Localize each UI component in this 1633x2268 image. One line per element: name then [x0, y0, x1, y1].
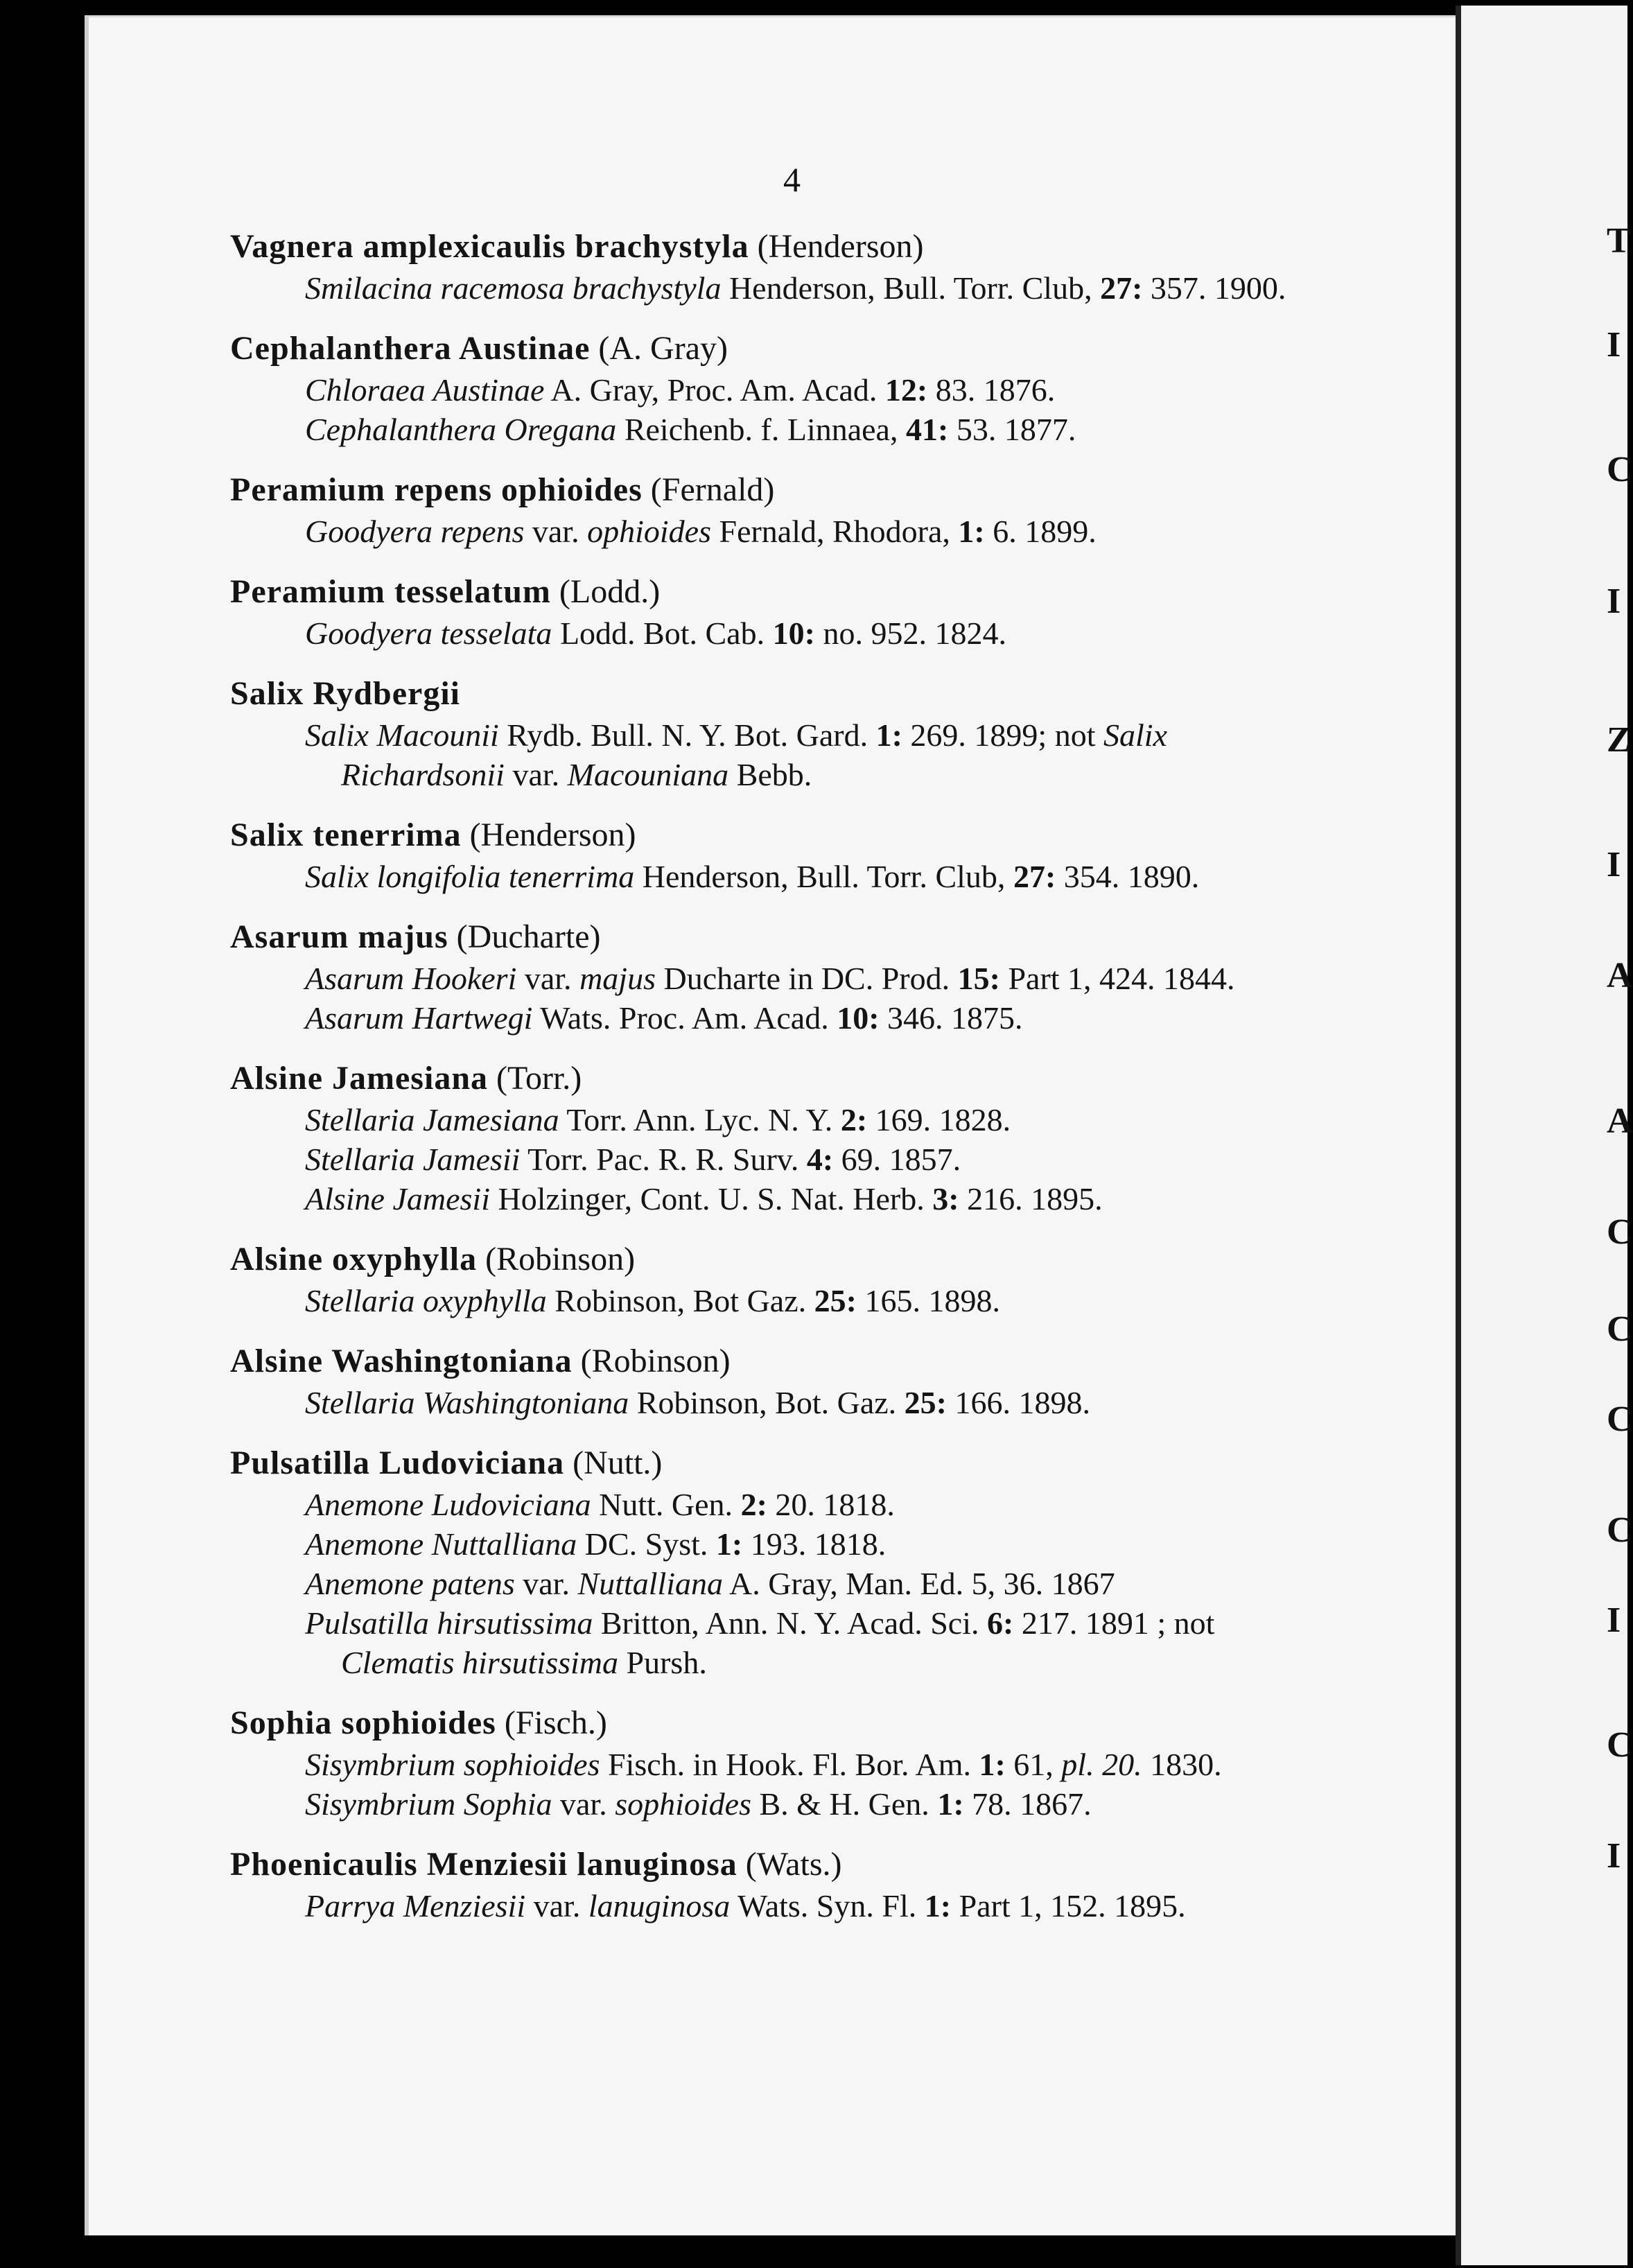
italic-name: Salix longifolia tenerrima — [305, 859, 635, 894]
synonym-citation — [230, 1886, 1318, 1926]
species-entry — [230, 1238, 1318, 1320]
facing-page-letter: A — [1607, 956, 1633, 995]
citation-text: Fisch. in Hook. Fl. Bor. Am. — [600, 1747, 979, 1782]
volume-number: 1: — [715, 1526, 743, 1562]
italic-name: Stellaria Washingtoniana — [305, 1385, 629, 1420]
italic-name: Goodyera repens — [305, 514, 525, 549]
authority: (Fisch.) — [504, 1704, 607, 1741]
citation-text: 61, — [1005, 1747, 1062, 1782]
italic-name: Salix Macounii — [305, 717, 499, 753]
accepted-name: Asarum majus — [230, 918, 448, 955]
entry-heading — [230, 916, 1318, 959]
citation-text: 357. 1900. — [1142, 270, 1286, 306]
italic-name: Sisymbrium Sophia — [305, 1786, 552, 1822]
species-entry — [230, 1442, 1318, 1682]
italic-name: Parrya Menziesii — [305, 1888, 526, 1924]
citation-text: var. — [514, 1566, 578, 1601]
facing-page-letter: A — [1607, 1101, 1633, 1141]
synonym-citation — [230, 1100, 1318, 1140]
italic-name: Goodyera tesselata — [305, 616, 552, 651]
italic-name: lanuginosa — [588, 1888, 731, 1924]
volume-number: 25: — [904, 1385, 947, 1420]
authority: (Nutt.) — [573, 1445, 663, 1481]
volume-number: 1: — [979, 1747, 1006, 1782]
facing-page-letter: I — [1607, 845, 1621, 884]
entry-heading — [230, 1702, 1318, 1745]
italic-name: Pulsatilla hirsutissima — [305, 1605, 593, 1641]
authority: (Robinson) — [580, 1343, 731, 1379]
entry-heading — [230, 814, 1318, 857]
authority: (Wats.) — [745, 1846, 842, 1883]
synonym-citation — [230, 715, 1318, 794]
citation-text: 269. 1899; not — [902, 717, 1103, 753]
entry-heading — [230, 1843, 1318, 1886]
citation-text: Part 1, 152. 1895. — [951, 1888, 1186, 1924]
italic-name: Sisymbrium sophioides — [305, 1747, 600, 1782]
citation-text: 1830. — [1142, 1747, 1222, 1782]
citation-text: var. — [516, 961, 580, 996]
authority: (Ducharte) — [456, 918, 601, 955]
citation-text: Holzinger, Cont. U. S. Nat. Herb. — [490, 1181, 933, 1216]
facing-page-letter: C — [1607, 1510, 1633, 1550]
accepted-name: Phoenicaulis Menziesii lanuginosa — [230, 1846, 737, 1883]
synonym-citation — [230, 268, 1318, 308]
citation-text: 169. 1828. — [867, 1102, 1011, 1137]
volume-number: 1: — [937, 1786, 964, 1822]
authority: (Henderson) — [757, 228, 924, 265]
species-list — [230, 225, 1318, 1945]
citation-text: 53. 1877. — [948, 412, 1076, 447]
citation-text: Wats. Proc. Am. Acad. — [532, 1000, 837, 1036]
species-entry — [230, 570, 1318, 653]
citation-text: Henderson, Bull. Torr. Club, — [634, 859, 1013, 894]
synonym-citation — [230, 1179, 1318, 1219]
volume-number: 25: — [814, 1283, 857, 1318]
volume-number: 1: — [958, 514, 985, 549]
facing-page-letter: C — [1607, 1725, 1633, 1765]
entry-heading — [230, 672, 1318, 715]
accepted-name: Alsine Jamesiana — [230, 1060, 489, 1097]
facing-page-letter: C — [1607, 1399, 1633, 1439]
facing-page-letter: T — [1607, 221, 1631, 261]
citation-text: A. Gray, Man. Ed. 5, 36. 1867 — [723, 1566, 1115, 1601]
authority: (Fernald) — [650, 471, 775, 508]
species-entry — [230, 327, 1318, 449]
italic-name: Nuttalliana — [577, 1566, 724, 1601]
authority: (Robinson) — [485, 1241, 636, 1277]
citation-text: 165. 1898. — [856, 1283, 1000, 1318]
volume-number: 1: — [875, 717, 902, 753]
entry-heading — [230, 570, 1318, 613]
citation-text: Ducharte in DC. Prod. — [655, 961, 958, 996]
italic-name: Stellaria Jamesiana — [305, 1102, 559, 1137]
italic-name: sophioides — [615, 1786, 751, 1822]
citation-text: Reichenb. f. Linnaea, — [616, 412, 906, 447]
citation-text: A. Gray, Proc. Am. Acad. — [544, 372, 885, 408]
entry-heading — [230, 327, 1318, 370]
species-entry — [230, 469, 1318, 551]
volume-number: 12: — [884, 372, 928, 408]
citation-text: var. — [504, 757, 568, 792]
citation-text: 166. 1898. — [947, 1385, 1090, 1420]
italic-name: Anemone patens — [305, 1566, 515, 1601]
citation-text: 193. 1818. — [742, 1526, 887, 1562]
synonym-citation — [230, 959, 1318, 998]
volume-number: 10: — [772, 616, 815, 651]
citation-text: var. — [525, 1888, 588, 1924]
citation-text: Pursh. — [618, 1645, 707, 1680]
volume-number: 6: — [986, 1605, 1014, 1641]
facing-page-letter: C — [1607, 450, 1633, 489]
citation-text: 83. 1876. — [927, 372, 1056, 408]
citation-text: var. — [524, 514, 588, 549]
citation-text: 216. 1895. — [959, 1181, 1103, 1216]
citation-text: Nutt. Gen. — [591, 1487, 741, 1522]
synonym-citation — [230, 857, 1318, 896]
accepted-name: Peramium tesselatum — [230, 573, 551, 610]
citation-text: var. — [552, 1786, 615, 1822]
citation-text: Lodd. Bot. Cab. — [552, 616, 773, 651]
citation-text: DC. Syst. — [577, 1526, 716, 1562]
italic-name: Alsine Jamesii — [305, 1181, 490, 1216]
species-entry — [230, 1843, 1318, 1926]
accepted-name: Salix Rydbergii — [230, 675, 461, 712]
volume-number: 3: — [932, 1181, 959, 1216]
synonym-citation — [230, 512, 1318, 551]
citation-text: Part 1, 424. 1844. — [999, 961, 1235, 996]
citation-text: 20. 1818. — [767, 1487, 895, 1522]
accepted-name: Vagnera amplexicaulis brachystyla — [230, 228, 749, 265]
italic-name: Stellaria oxyphylla — [305, 1283, 547, 1318]
synonym-citation — [230, 1383, 1318, 1422]
volume-number: 27: — [1013, 859, 1056, 894]
volume-number: 4: — [806, 1142, 834, 1177]
facing-page-letter: I — [1607, 325, 1621, 365]
italic-name: majus — [579, 961, 656, 996]
synonym-citation — [230, 1140, 1318, 1179]
citation-text: Rydb. Bull. N. Y. Bot. Gard. — [498, 717, 876, 753]
synonym-citation — [230, 410, 1318, 449]
citation-text: Robinson, Bot. Gaz. — [629, 1385, 905, 1420]
citation-text: 346. 1875. — [879, 1000, 1023, 1036]
italic-name: Cephalanthera Oregana — [305, 412, 617, 447]
species-entry — [230, 1340, 1318, 1422]
facing-page-letter: C — [1607, 1212, 1633, 1252]
entry-heading — [230, 1057, 1318, 1100]
facing-page-letter: C — [1607, 1309, 1633, 1349]
citation-text: Bebb. — [728, 757, 812, 792]
entry-heading — [230, 1340, 1318, 1383]
citation-text: no. 952. 1824. — [814, 616, 1006, 651]
accepted-name: Salix tenerrima — [230, 817, 462, 853]
species-entry — [230, 916, 1318, 1038]
authority: (Lodd.) — [559, 573, 661, 610]
citation-text: Fernald, Rhodora, — [710, 514, 959, 549]
citation-text: Torr. Ann. Lyc. N. Y. — [559, 1102, 841, 1137]
citation-text: Wats. Syn. Fl. — [730, 1888, 925, 1924]
species-entry — [230, 225, 1318, 308]
accepted-name: Pulsatilla Ludoviciana — [230, 1445, 565, 1481]
synonym-citation — [230, 1524, 1318, 1564]
synonym-citation — [230, 1564, 1318, 1603]
volume-number: 2: — [740, 1487, 767, 1522]
entry-heading — [230, 225, 1318, 268]
italic-name: Asarum Hartwegi — [305, 1000, 533, 1036]
facing-page-letter: I — [1607, 582, 1621, 621]
italic-name: Smilacina racemosa brachystyla — [305, 270, 722, 306]
volume-number: 10: — [837, 1000, 880, 1036]
italic-name: Salix Richardsonii — [341, 717, 1167, 792]
italic-name: Clematis hirsutissima — [341, 1645, 619, 1680]
authority: (A. Gray) — [598, 330, 728, 367]
citation-text: 6. 1899. — [984, 514, 1097, 549]
citation-text: Torr. Pac. R. R. Surv. — [520, 1142, 807, 1177]
species-entry — [230, 1057, 1318, 1219]
italic-name: ophioides — [587, 514, 711, 549]
synonym-citation — [230, 370, 1318, 410]
citation-text: Henderson, Bull. Torr. Club, — [721, 270, 1101, 306]
italic-name: Macouniana — [567, 757, 729, 792]
italic-name: pl. 20. — [1061, 1747, 1142, 1782]
volume-number: 41: — [905, 412, 949, 447]
species-entry — [230, 1702, 1318, 1824]
volume-number: 1: — [924, 1888, 952, 1924]
volume-number: 2: — [840, 1102, 868, 1137]
synonym-citation — [230, 1784, 1318, 1824]
citation-text: 78. 1867. — [963, 1786, 1092, 1822]
species-entry — [230, 672, 1318, 794]
facing-page-letter: I — [1607, 1836, 1621, 1876]
facing-page-letter: Z — [1607, 720, 1631, 760]
synonym-citation — [230, 613, 1318, 653]
facing-page-letter: I — [1607, 1600, 1621, 1640]
citation-text: 69. 1857. — [833, 1142, 961, 1177]
accepted-name: Alsine oxyphylla — [230, 1241, 478, 1277]
citation-text: Robinson, Bot Gaz. — [546, 1283, 814, 1318]
facing-page-edge — [1456, 6, 1633, 2265]
entry-heading — [230, 469, 1318, 512]
synonym-citation — [230, 1603, 1318, 1682]
italic-name: Anemone Nuttalliana — [305, 1526, 577, 1562]
authority: (Henderson) — [469, 817, 636, 853]
volume-number: 15: — [957, 961, 1000, 996]
accepted-name: Cephalanthera Austinae — [230, 330, 591, 367]
italic-name: Chloraea Austinae — [305, 372, 545, 408]
italic-name: Stellaria Jamesii — [305, 1142, 521, 1177]
italic-name: Asarum Hookeri — [305, 961, 517, 996]
species-entry — [230, 814, 1318, 896]
synonym-citation — [230, 1485, 1318, 1524]
synonym-citation — [230, 1745, 1318, 1784]
page-number: 4 — [783, 160, 801, 199]
accepted-name: Alsine Washingtoniana — [230, 1343, 573, 1379]
accepted-name: Sophia sophioides — [230, 1704, 496, 1741]
italic-name: Anemone Ludoviciana — [305, 1487, 591, 1522]
citation-text: 217. 1891 ; not — [1013, 1605, 1215, 1641]
authority: (Torr.) — [496, 1060, 582, 1097]
citation-text: Britton, Ann. N. Y. Acad. Sci. — [593, 1605, 987, 1641]
synonym-citation — [230, 998, 1318, 1038]
entry-heading — [230, 1442, 1318, 1485]
synonym-citation — [230, 1281, 1318, 1320]
citation-text: B. & H. Gen. — [751, 1786, 938, 1822]
volume-number: 27: — [1100, 270, 1143, 306]
accepted-name: Peramium repens ophioides — [230, 471, 643, 508]
entry-heading — [230, 1238, 1318, 1281]
citation-text: 354. 1890. — [1056, 859, 1200, 894]
